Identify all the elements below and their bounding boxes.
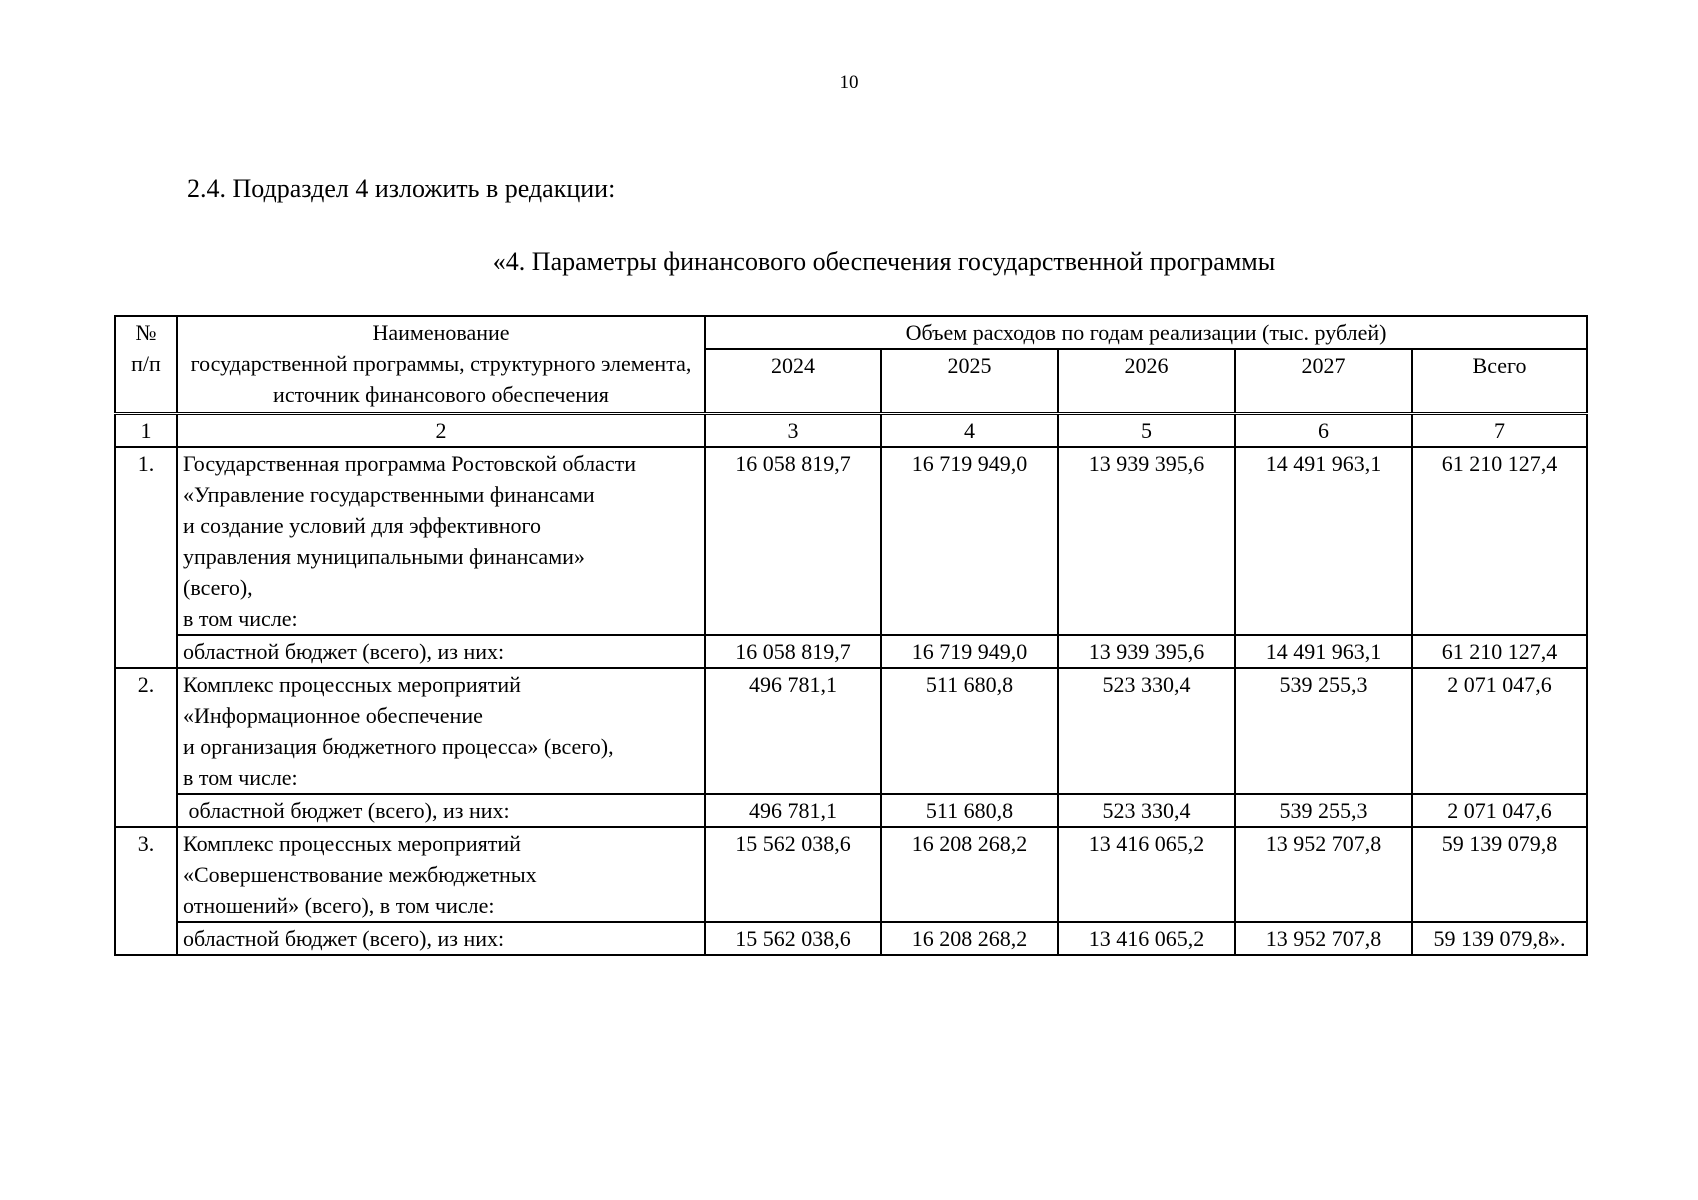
column-number: 7 bbox=[1412, 414, 1587, 448]
row-number: 1. bbox=[115, 447, 177, 668]
value-2026: 523 330,4 bbox=[1058, 668, 1235, 794]
subvalue-2026: 523 330,4 bbox=[1058, 794, 1235, 827]
subvalue-total: 59 139 079,8». bbox=[1412, 922, 1587, 955]
subvalue-2024: 496 781,1 bbox=[705, 794, 881, 827]
table-row bbox=[115, 447, 1587, 635]
value-2027: 539 255,3 bbox=[1235, 668, 1412, 794]
header-year-2027: 2027 bbox=[1235, 349, 1412, 414]
column-numbers-row bbox=[115, 414, 1587, 448]
value-2024: 496 781,1 bbox=[705, 668, 881, 794]
header-name bbox=[177, 316, 705, 414]
column-number: 1 bbox=[115, 414, 177, 448]
header-volume: Объем расходов по годам реализации (тыс. рублей) bbox=[705, 316, 1587, 349]
subvalue-2025: 511 680,8 bbox=[881, 794, 1058, 827]
value-total: 59 139 079,8 bbox=[1412, 827, 1587, 922]
subvalue-2025: 16 208 268,2 bbox=[881, 922, 1058, 955]
subvalue-2027: 539 255,3 bbox=[1235, 794, 1412, 827]
value-2025: 16 719 949,0 bbox=[881, 447, 1058, 635]
subvalue-2027: 13 952 707,8 bbox=[1235, 922, 1412, 955]
subvalue-2027: 14 491 963,1 bbox=[1235, 635, 1412, 668]
table-subrow bbox=[115, 794, 1587, 827]
value-2026: 13 416 065,2 bbox=[1058, 827, 1235, 922]
subrow-name: областной бюджет (всего), из них: bbox=[177, 794, 705, 827]
value-total: 2 071 047,6 bbox=[1412, 668, 1587, 794]
subvalue-2025: 16 719 949,0 bbox=[881, 635, 1058, 668]
header-number: № п/п bbox=[115, 316, 177, 414]
table-subrow bbox=[115, 635, 1587, 668]
header-total: Всего bbox=[1412, 349, 1587, 414]
subrow-name: областной бюджет (всего), из них: bbox=[177, 922, 705, 955]
header-year-2025: 2025 bbox=[881, 349, 1058, 414]
value-2027: 13 952 707,8 bbox=[1235, 827, 1412, 922]
row-name: Комплекс процессных мероприятий «Совершенствование межбюджетных отношений» (всего), в том числе: bbox=[177, 827, 705, 922]
subvalue-2026: 13 939 395,6 bbox=[1058, 635, 1235, 668]
subvalue-2024: 16 058 819,7 bbox=[705, 635, 881, 668]
intro-paragraph: 2.4. Подраздел 4 изложить в редакции: bbox=[187, 174, 616, 203]
column-number: 3 bbox=[705, 414, 881, 448]
row-name: Государственная программа Ростовской области «Управление государственными финансами и создание условий для эффективного управления муниципальными финансами» (всего), в том числе: bbox=[177, 447, 705, 635]
header-year-2026: 2026 bbox=[1058, 349, 1235, 414]
value-2026: 13 939 395,6 bbox=[1058, 447, 1235, 635]
table-subrow bbox=[115, 922, 1587, 955]
column-number: 6 bbox=[1235, 414, 1412, 448]
page-number: 10 bbox=[839, 72, 859, 93]
subvalue-total: 2 071 047,6 bbox=[1412, 794, 1587, 827]
column-number: 2 bbox=[177, 414, 705, 448]
subvalue-total: 61 210 127,4 bbox=[1412, 635, 1587, 668]
value-2024: 15 562 038,6 bbox=[705, 827, 881, 922]
value-2025: 511 680,8 bbox=[881, 668, 1058, 794]
row-number: 2. bbox=[115, 668, 177, 827]
header-year-2024: 2024 bbox=[705, 349, 881, 414]
section-title bbox=[0, 247, 1698, 277]
financing-table bbox=[114, 315, 1588, 956]
column-number: 4 bbox=[881, 414, 1058, 448]
subrow-name: областной бюджет (всего), из них: bbox=[177, 635, 705, 668]
table-row bbox=[115, 827, 1587, 922]
subvalue-2026: 13 416 065,2 bbox=[1058, 922, 1235, 955]
row-number: 3. bbox=[115, 827, 177, 955]
value-2024: 16 058 819,7 bbox=[705, 447, 881, 635]
table-row bbox=[115, 668, 1587, 794]
value-2027: 14 491 963,1 bbox=[1235, 447, 1412, 635]
value-2025: 16 208 268,2 bbox=[881, 827, 1058, 922]
header-name-text: Наименование государственной программы, структурного элемента, источник финансового обеспечения bbox=[190, 320, 692, 407]
column-number: 5 bbox=[1058, 414, 1235, 448]
row-name: Комплекс процессных мероприятий «Информационное обеспечение и организация бюджетного процесса» (всего), в том числе: bbox=[177, 668, 705, 794]
subvalue-2024: 15 562 038,6 bbox=[705, 922, 881, 955]
value-total: 61 210 127,4 bbox=[1412, 447, 1587, 635]
section-title-text: «4. Параметры финансового обеспечения государственной программы bbox=[492, 247, 1276, 276]
